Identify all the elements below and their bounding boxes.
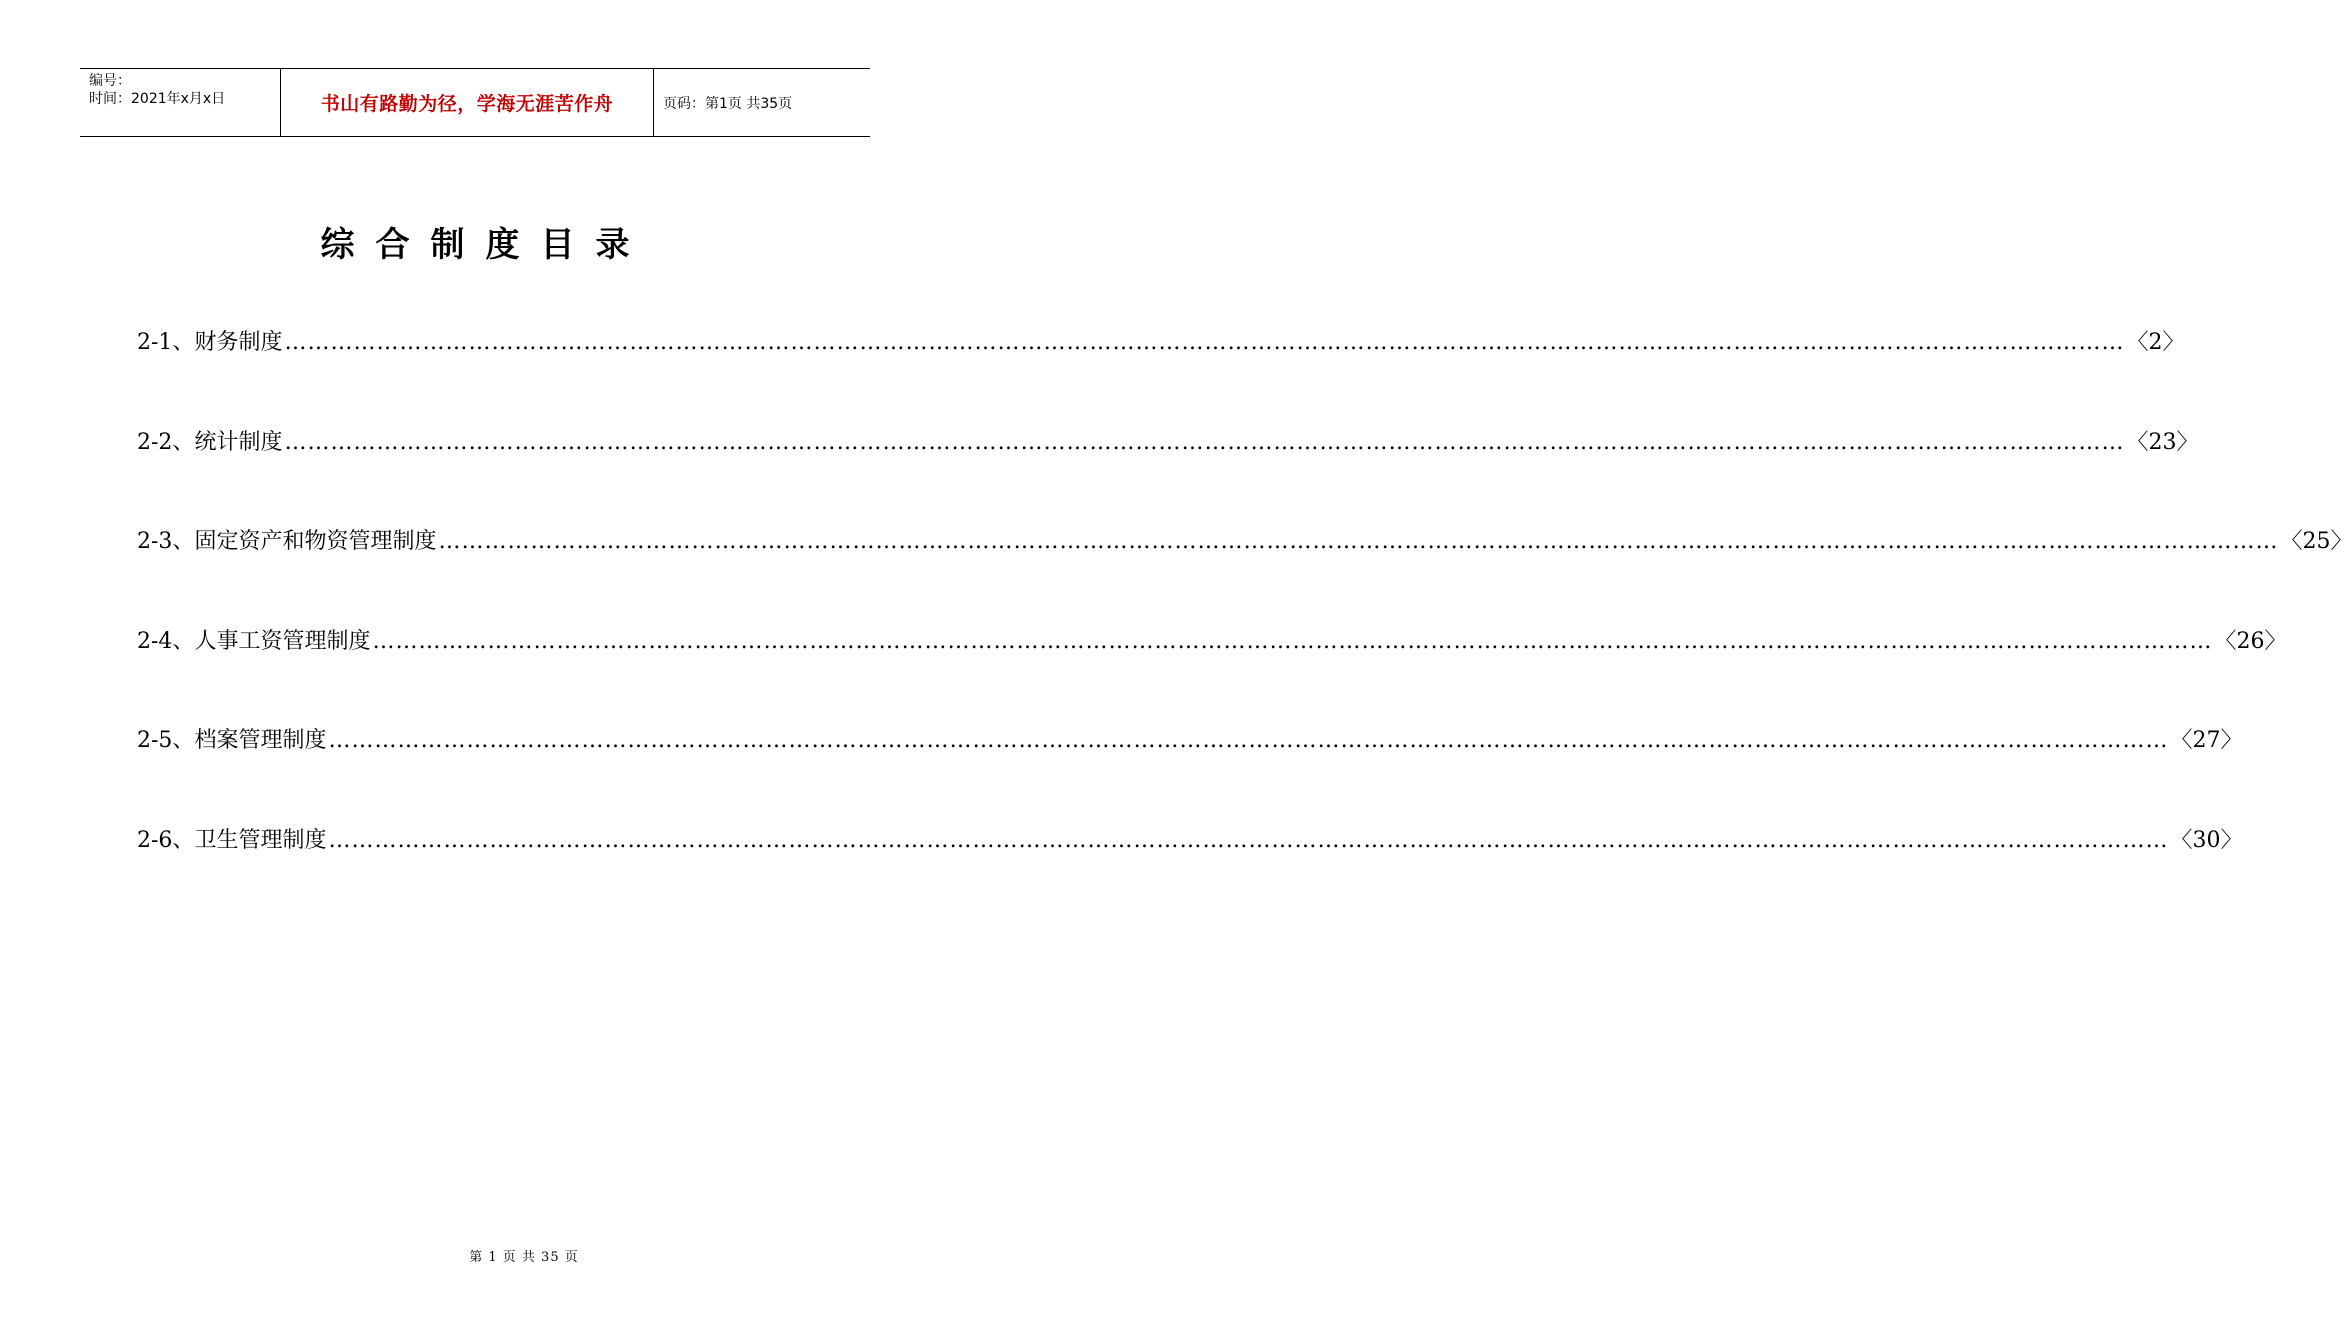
toc-leader-dots: …………………………………………………………………………………………………………………………………………………………………………………………………………………… bbox=[372, 628, 2213, 654]
header-page-info: 页码：第1页 共35页 bbox=[663, 95, 793, 112]
toc-entry[interactable] bbox=[137, 520, 2352, 620]
header-motto-cell bbox=[281, 69, 654, 136]
toc-entry-title: 档案管理制度 bbox=[194, 728, 327, 754]
page-header bbox=[80, 68, 870, 137]
toc-entry-page: 〈25〉 bbox=[2280, 529, 2352, 555]
toc-entry-number: 2-1、 bbox=[137, 330, 195, 355]
toc-entry-title: 卫生管理制度 bbox=[194, 827, 327, 853]
toc-entry-number: 2-2、 bbox=[137, 429, 195, 455]
toc-entry[interactable] bbox=[137, 819, 2243, 919]
toc-entry-page: 〈27〉 bbox=[2170, 728, 2243, 754]
toc-entry-number: 2-6、 bbox=[137, 827, 195, 853]
toc-entry-page: 〈26〉 bbox=[2214, 628, 2287, 654]
toc-entry[interactable] bbox=[137, 321, 2185, 421]
document-date-label: 时间：2021年x月x日 bbox=[89, 91, 226, 107]
toc-entry-title: 统计制度 bbox=[194, 429, 283, 455]
header-motto: 书山有路勤为径，学海无涯苦作舟 bbox=[320, 93, 614, 115]
toc-entry-page: 〈30〉 bbox=[2170, 827, 2243, 853]
toc-entry-title: 财务制度 bbox=[194, 330, 283, 355]
toc-entry-page: 〈2〉 bbox=[2126, 330, 2185, 355]
toc-entry-number: 2-4、 bbox=[137, 628, 195, 654]
toc-leader-dots: …………………………………………………………………………………………………………………………………………………………………………………………………………………… bbox=[438, 529, 2279, 555]
document-number-label: 编号： bbox=[89, 73, 131, 89]
table-of-contents bbox=[137, 321, 2352, 919]
toc-leader-dots: …………………………………………………………………………………………………………………………………………………………………………………………………………………… bbox=[284, 429, 2125, 455]
toc-entry-number: 2-3、 bbox=[137, 529, 195, 555]
toc-entry-page: 〈23〉 bbox=[2126, 429, 2199, 455]
header-meta bbox=[80, 69, 281, 136]
footer-page-number: 第 1 页 共 35 页 bbox=[469, 1250, 579, 1265]
document-title: 综合制度目录 bbox=[320, 225, 651, 265]
toc-entry-title: 人事工资管理制度 bbox=[194, 628, 371, 654]
header-page-cell bbox=[654, 69, 870, 136]
toc-entry[interactable] bbox=[137, 719, 2243, 819]
page-footer bbox=[0, 1246, 950, 1265]
toc-leader-dots: …………………………………………………………………………………………………………………………………………………………………………………………………………………… bbox=[328, 728, 2169, 754]
toc-leader-dots: …………………………………………………………………………………………………………………………………………………………………………………………………………………… bbox=[284, 330, 2125, 355]
toc-entry[interactable] bbox=[137, 421, 2199, 521]
toc-entry-title: 固定资产和物资管理制度 bbox=[194, 529, 437, 555]
toc-entry-number: 2-5、 bbox=[137, 728, 195, 754]
toc-leader-dots: …………………………………………………………………………………………………………………………………………………………………………………………………………………… bbox=[328, 827, 2169, 853]
toc-entry[interactable] bbox=[137, 620, 2287, 720]
